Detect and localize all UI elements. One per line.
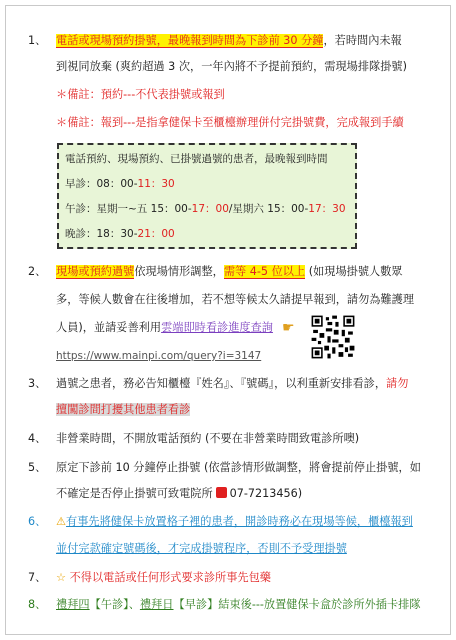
- item-6-line-1: ⚠有事先將健保卡放置格子裡的患者，開診時務必在現場等候，櫃檯報到: [56, 515, 413, 528]
- item-5-line-1: 原定下診前 10 分鐘停止掛號 (依當診情形做調整，將會提前停止掛號，如: [56, 461, 421, 474]
- pointing-hand-icon: ☛: [282, 320, 295, 336]
- item-1-line-1: [56, 34, 402, 48]
- item-1-note-2: ＊備註：報到---是指拿健保卡至櫃檯辦理併付完掛號費，完成報到手續: [56, 116, 404, 129]
- phone-icon: [216, 487, 227, 498]
- item-1-text: ，若時間內未報: [323, 34, 402, 47]
- item-5-line-2: 不確定是否停止掛號可致電院所 07-7213456): [56, 487, 303, 500]
- item-3-line-2: 擅闖診間打擾其他患者看診: [56, 403, 191, 416]
- item-2-line-3: 人員)，並請妥善利用雲端即時看診進度查詢: [56, 321, 273, 334]
- item-8-line-1: 禮拜四【午診】、禮拜日【早診】結束後---放置健保卡盒於診所外插卡排隊: [56, 598, 421, 611]
- item-1-line-2: 到視同放棄 (爽約超過 3 次，一年內將不予提前預約，需現場排隊掛號): [56, 60, 407, 73]
- item-number: 8、: [28, 598, 47, 611]
- warning-icon: ⚠: [56, 515, 67, 528]
- item-number: 5、: [28, 461, 47, 474]
- box-afternoon: 午診：星期一~五 15：00-17：00/星期六 15：00-17：30: [65, 203, 346, 215]
- qr-code: [310, 314, 356, 360]
- report-time-box: [57, 143, 357, 249]
- box-evening: 晚診：18：30-21：00: [65, 228, 175, 240]
- progress-query-link[interactable]: 雲端即時看診進度查詢: [161, 321, 273, 334]
- item-4-line-1: 非營業時間，不開放電話預約 (不要在非營業時間致電診所噢): [56, 432, 360, 445]
- star-icon: ☆: [56, 571, 67, 584]
- item-number: 3、: [28, 377, 47, 390]
- item-number: 2、: [28, 265, 47, 278]
- query-url-link[interactable]: https://www.mainpi.com/query?i=3147: [56, 350, 262, 362]
- item-number: 4、: [28, 432, 47, 445]
- item-1-highlight: 電話或現場預約掛號，最晚報到時間為下診前 30 分鐘: [56, 34, 324, 47]
- box-title: 電話預約、現場預約、已掛號過號的患者，最晚報到時間: [65, 153, 328, 165]
- item-number: 1、: [28, 34, 47, 47]
- item-6-line-2: 並付完款確定號碼後，才完成掛號程序，否則不予受理掛號: [56, 542, 347, 555]
- item-2-line-2: 多，等候人數會在往後增加，若不想等候太久請提早報到，請勿為難護理: [56, 293, 415, 306]
- item-3-line-1: 過號之患者，務必告知櫃檯『姓名』、『號碼』，以利重新安排看診，請勿: [56, 377, 409, 390]
- box-morning: 早診：08：00-11：30: [65, 178, 175, 190]
- item-number: 7、: [28, 571, 47, 584]
- item-2-line-1: 現場或預約過號依現場情形調整，需等 4-5 位以上 (如現場掛號人數眾: [56, 265, 403, 278]
- item-7-line-1: ☆ 不得以電話或任何形式要求診所事先包藥: [56, 571, 271, 584]
- item-1-note-1: ＊備註：預約---不代表掛號或報到: [56, 88, 225, 101]
- item-number: 6、: [28, 515, 47, 528]
